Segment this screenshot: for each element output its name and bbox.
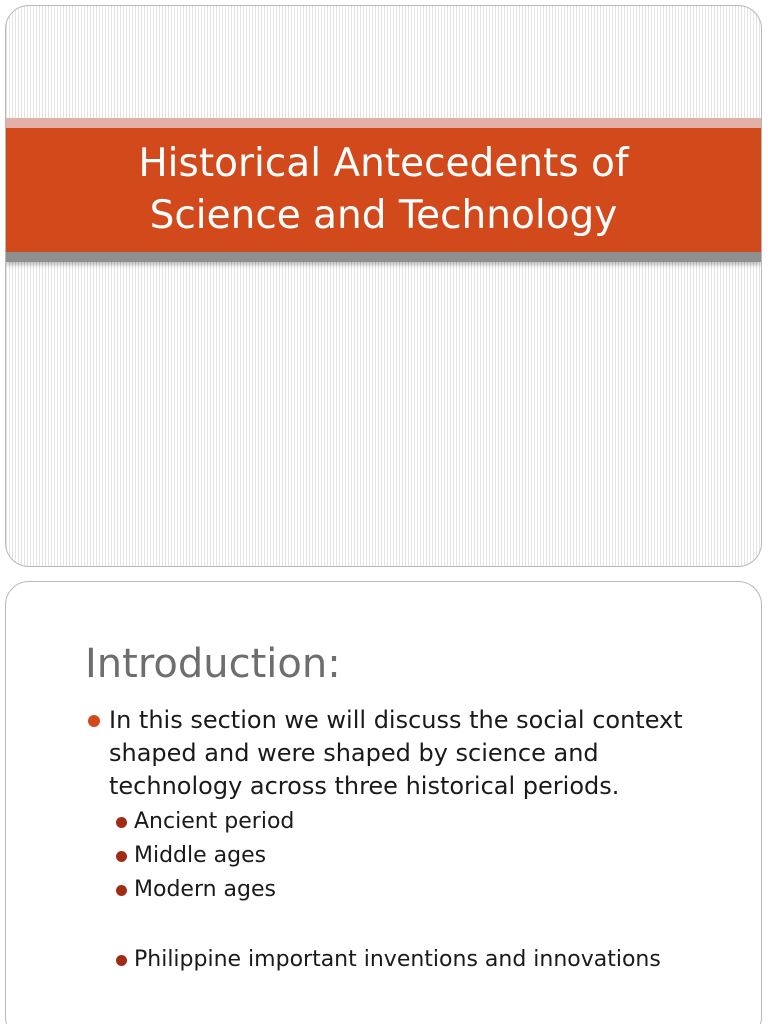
sub-bullet-dot-icon (116, 955, 127, 966)
sub-bullet-dot-icon (116, 817, 127, 828)
title-band-top-stripe (6, 118, 761, 128)
sub-bullet-dot-icon (116, 851, 127, 862)
bullet-dot-icon (88, 715, 100, 727)
title-band-bottom-stripe (6, 252, 761, 262)
sub-bullet-text: Modern ages (134, 877, 276, 902)
slide-title-line-1: Historical Antecedents of (138, 141, 629, 186)
title-band (6, 128, 761, 252)
sub-bullet-dot-icon (116, 885, 127, 896)
bullet-text: In this section we will discuss the social context shaped and were shaped by science and technology across three historical periods. (109, 706, 683, 800)
introduction-heading: Introduction: (85, 641, 341, 687)
slide-title-line-2: Science and Technology (149, 193, 618, 238)
list-item (109, 873, 705, 907)
introduction-slide (5, 581, 762, 1024)
sub-bullet-text: Philippine important inventions and innovations (134, 947, 661, 972)
slide-title (138, 138, 628, 242)
list-item (109, 805, 705, 839)
list-item (109, 943, 705, 977)
list-item (109, 839, 705, 873)
sub-bullet-text: Ancient period (134, 809, 295, 834)
sub-bullet-text: Middle ages (134, 843, 267, 868)
bullet-list (85, 704, 705, 977)
title-slide (5, 5, 762, 567)
list-item (85, 704, 705, 977)
sub-bullet-list (109, 805, 705, 977)
